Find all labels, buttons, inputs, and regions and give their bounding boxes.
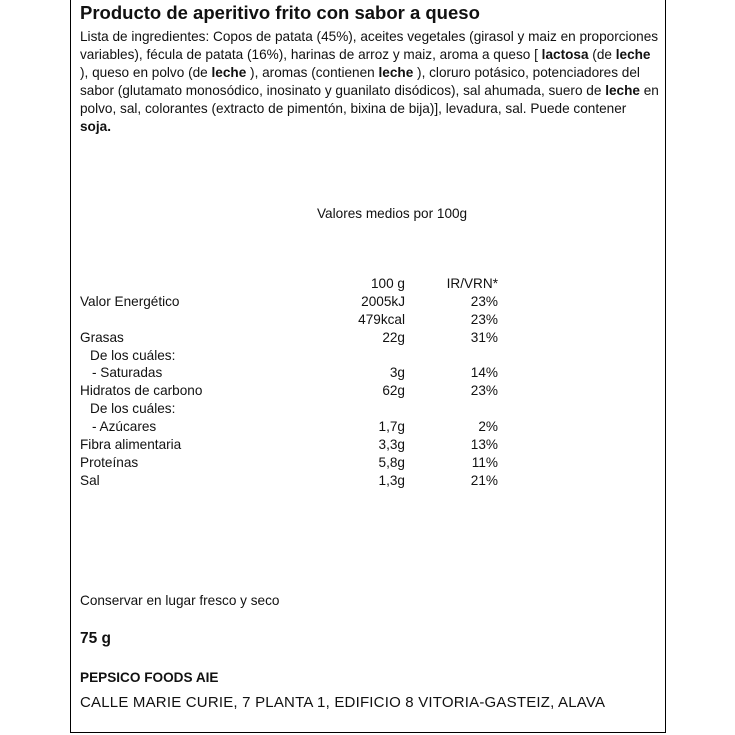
nutrition-row (80, 329, 510, 347)
company-address: CALLE MARIE CURIE, 7 PLANTA 1, EDIFICIO 8 VITORIA-GASTEIZ, ALAVA (80, 694, 606, 711)
nutrition-row (80, 418, 510, 436)
nutrition-row (80, 472, 510, 490)
nutrient-label: - Saturadas (92, 365, 163, 381)
ingredients-list (80, 28, 660, 136)
nutrient-label: Hidratos de carbono (80, 383, 203, 399)
nutrient-vrn: 23% (470, 383, 498, 399)
nutrition-row (80, 454, 510, 472)
nutrition-row (80, 347, 510, 365)
nutrient-per100: 5,8g (378, 454, 405, 470)
nutrition-row (80, 311, 510, 329)
nutrition-table (80, 275, 510, 490)
product-title: Producto de aperitivo frito con sabor a queso (80, 2, 480, 23)
ingredients-text: ), aromas (contienen (246, 65, 379, 80)
nutrient-vrn: 11% (471, 454, 498, 470)
nutrient-per100: 1,3g (378, 472, 405, 488)
nutrient-vrn: 2% (478, 419, 498, 435)
ingredients-text: ), queso en polvo (de (80, 65, 212, 80)
nutrient-label: Valor Energético (80, 293, 180, 309)
nutrition-row (80, 293, 510, 311)
nutrient-per100: 62g (382, 383, 405, 399)
allergen-leche: leche (615, 47, 651, 62)
nutrient-vrn: 31% (470, 329, 498, 345)
storage-instructions: Conservar en lugar fresco y seco (80, 593, 280, 608)
allergen-leche: leche (605, 83, 640, 98)
nutrient-label: De los cuáles: (90, 347, 176, 363)
nutrition-row (80, 400, 510, 418)
company-name: PEPSICO FOODS AIE (80, 670, 219, 685)
nutrient-per100: 22g (382, 329, 405, 345)
allergen-soja: soja. (80, 119, 111, 134)
per100-header: 100 g (370, 276, 405, 291)
ingredients-text: Lista de ingredientes: Copos de patata (45%), aceites vegetales (girasol y maiz en proporciones variables), fécula de patata (16%), harinas de arroz y maiz, aroma a queso [ (80, 29, 659, 62)
nutrient-vrn: 23% (470, 311, 498, 327)
nutrition-row (80, 364, 510, 382)
nutrient-vrn: 14% (470, 365, 498, 381)
vrn-header: IR/VRN* (446, 276, 498, 291)
ingredients-text: en polvo, sal, colorantes (extracto de pimentón, bixina de bija)], levadura, sal. Puede contener (80, 83, 659, 116)
nutrient-label: Fibra alimentaria (80, 437, 182, 453)
nutrition-row (80, 436, 510, 454)
nutrient-label: Grasas (80, 329, 124, 345)
nutrition-header-row (80, 275, 510, 293)
net-weight: 75 g (80, 630, 112, 647)
nutrient-vrn: 13% (470, 437, 498, 453)
nutrient-label: Proteínas (80, 454, 139, 470)
nutrition-subtitle: Valores medios por 100g (317, 206, 468, 221)
nutrient-label: De los cuáles: (90, 401, 176, 417)
allergen-leche: leche (211, 65, 247, 80)
nutrient-per100: 3g (389, 365, 405, 381)
nutrient-label: Sal (80, 472, 100, 488)
allergen-lactosa: lactosa (541, 47, 589, 62)
nutrient-per100: 3,3g (378, 437, 405, 453)
nutrient-label: - Azúcares (92, 419, 157, 435)
nutrient-vrn: 21% (470, 472, 498, 488)
nutrient-per100: 479kcal (358, 311, 405, 327)
allergen-leche: leche (378, 65, 414, 80)
nutrition-row (80, 382, 510, 400)
nutrient-vrn: 23% (470, 293, 498, 309)
ingredients-text: ), cloruro potásico, potenciadores del sabor (glutamato monosódico, inosinato y guanilato disódicos), sal ahumada, suero de (80, 65, 640, 98)
nutrient-per100: 1,7g (378, 419, 405, 435)
nutrient-per100: 2005kJ (361, 293, 405, 309)
ingredients-text: (de (588, 47, 616, 62)
